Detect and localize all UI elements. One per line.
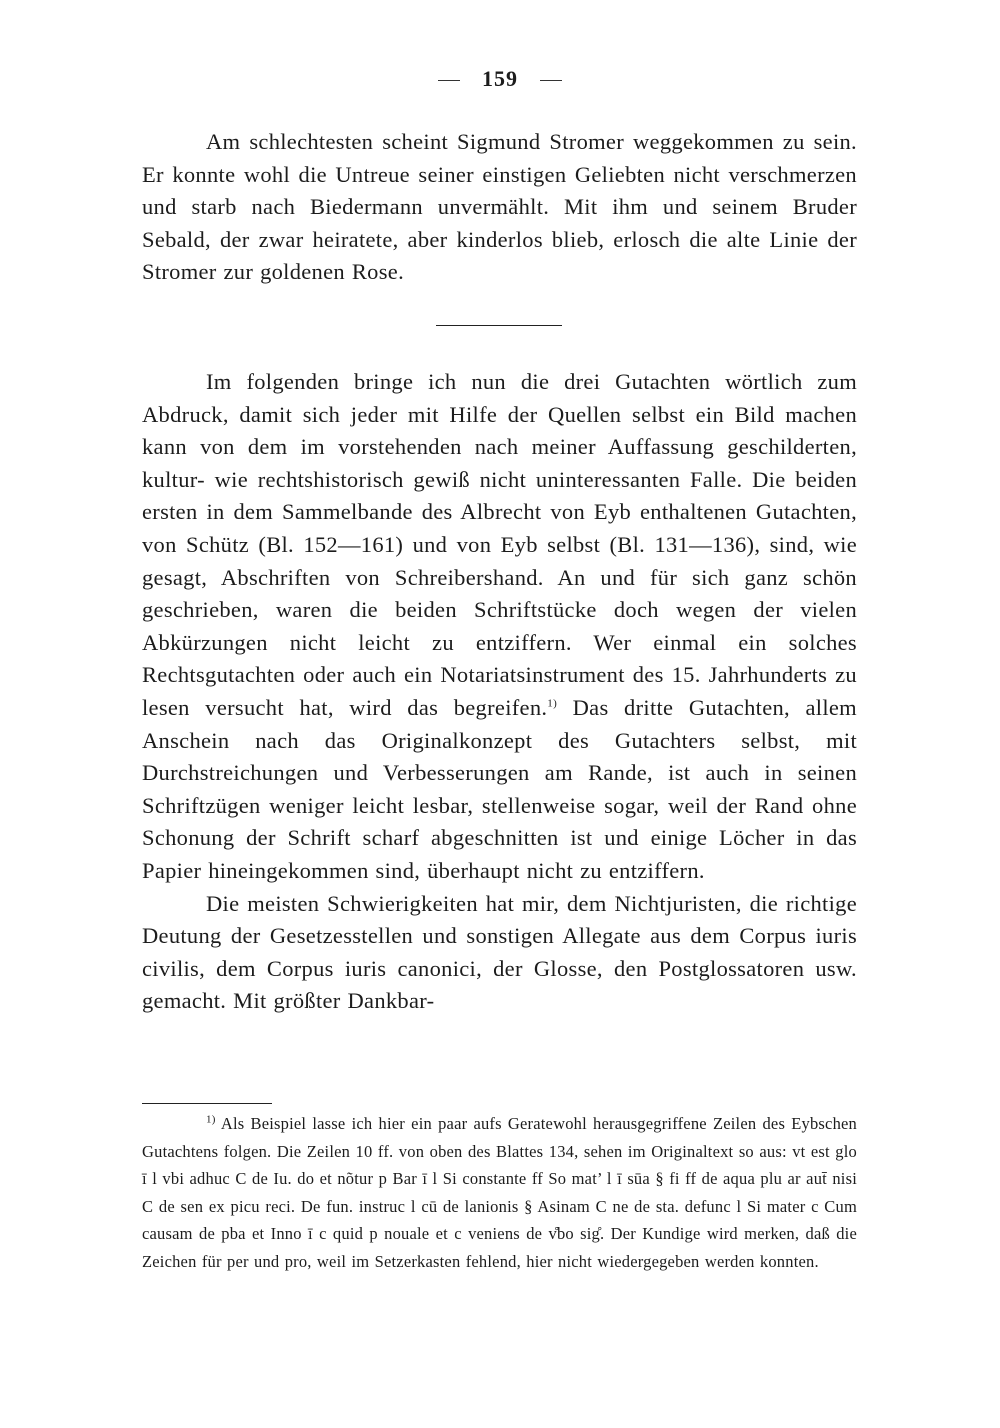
page-header [0,66,1000,92]
footnote-mark: 1) [206,1113,216,1126]
paragraph-gutachten-text: Im folgenden bringe ich nun die drei Gutachten wörtlich zum Abdruck, damit sich jeder mit Hilfe der Quellen selbst ein Bild machen kann von dem im vorstehenden nach meiner Auffassung geschilderten, kultur- wie rechtshistorisch gewiß nicht uninteressanten Falle. Die beiden ersten in dem Sammelbande des Albrecht von Eyb enthaltenen Gutachten, von Schütz (Bl. 152—161) und von Eyb selbst (Bl. 131—136), sind, wie gesagt, Abschriften von Schreibershand. An und für sich ganz schön geschrieben, waren die beiden Schriftstücke doch wegen der vielen Abkürzungen nicht leicht zu entziffern. Wer einmal ein solches Rechtsgutachten oder auch ein Notariatsinstrument des 15. Jahrhunderts zu lesen versucht hat, wird das begreifen. [142,369,857,720]
footnote-1 [142,1110,857,1276]
section-divider [436,325,562,326]
header-dash-left [438,80,460,81]
paragraph-schwierigkeiten: Die meisten Schwierigkeiten hat mir, dem Nichtjuristen, die richtige Deutung der Gesetzesstellen und sonstigen Allegate aus dem Corpus iuris civilis, dem Corpus iuris canonici, der Glosse, den Postglossatoren usw. gemacht. Mit größter Dankbar- [142,890,857,1014]
footnote-separator [142,1103,272,1104]
footnote-reference: 1) [547,697,558,710]
paragraph-gutachten [142,366,857,888]
paragraph-block-1 [142,126,857,289]
header-dash-right [540,80,562,81]
footnote-text: Als Beispiel lasse ich hier ein paar aufs Geratewohl herausgegriffene Zeilen des Eybschen Gutachtens folgen. Die Zeilen 10 ff. von oben des Blattes 134, sehen im Originaltext so aus: vt est glo ī l vbi adhuc C de Iu. do et nõtur p Bar ī l Si constante ff So mat’ l ī sūa § fi ff de aqua plu ar aut̄ nisi C de sen ex picu reci. De fun. instruc l cū de lanionis § Asinam C ne de sta. defunc l Si mater c Cum causam de pba et Inno ī c quid p nouale et c veniens de v̊bo sig̊. Der Kundige wird merken, daß die Zeichen für per und pro, weil im Setzerkasten fehlend, hier nicht wiedergegeben werden konnten. [142,1114,857,1271]
paragraph-stromer: Am schlechtesten scheint Sigmund Stromer weggekommen zu sein. Er konnte wohl die Untreue seiner einstigen Geliebten nicht verschmerzen und starb nach Biedermann unvermählt. Mit ihm und seinem Bruder Sebald, der zwar heiratete, aber kinderlos blieb, erlosch die alte Linie der Stromer zur goldenen Rose. [142,129,857,285]
footnotes [142,1110,857,1276]
paragraph-block-2 [142,366,857,1018]
paragraph-gutachten-continuation: Das dritte Gutachten, allem Anschein nach das Originalkonzept des Gutachters selbst, mit Durchstreichungen und Verbesserungen am Rande, ist auch in seinen Schriftzügen weniger leicht lesbar, stellenweise sogar, weil der Rand ohne Schonung der Schrift scharf abgeschnitten ist und einige Löcher in das Papier hineingekommen sind, überhaupt nicht zu entziffern. [142,694,857,883]
page-number: 159 [482,66,518,91]
